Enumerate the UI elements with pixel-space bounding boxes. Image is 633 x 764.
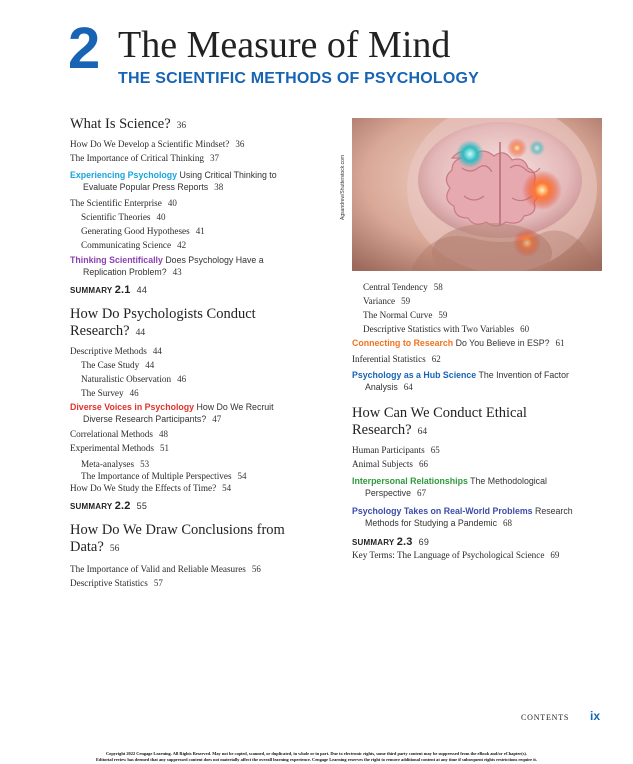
toc-left-column	[70, 116, 320, 590]
toc-subentry[interactable]: The Normal Curve 59	[363, 310, 448, 320]
chapter-title: The Measure of Mind	[118, 24, 451, 66]
toc-entry[interactable]: Experimental Methods 51	[70, 443, 169, 453]
toc-entry[interactable]: Descriptive Statistics 57	[70, 578, 163, 588]
image-credit: Agsandrew/Shutterstock.com	[340, 154, 346, 220]
toc-feature-entry[interactable]: Connecting to Research Do You Believe in ESP? 61	[352, 338, 565, 348]
toc-feature-entry[interactable]: Psychology Takes on Real-World Problems Research Methods for Studying a Pandemic 68	[352, 506, 573, 528]
toc-section-heading[interactable]: What Is Science? 36	[70, 116, 187, 132]
toc-entry[interactable]: Animal Subjects 66	[352, 459, 428, 469]
toc-entry[interactable]: The Importance of Valid and Reliable Measures 56	[70, 564, 261, 574]
page-number: 44	[135, 328, 146, 338]
toc-subentry[interactable]: The Importance of Multiple Perspectives 54	[81, 471, 247, 481]
key-terms-entry[interactable]: Key Terms: The Language of Psychological Science 69	[352, 550, 560, 560]
footer-contents-label: CONTENTS	[521, 713, 570, 722]
toc-feature-entry[interactable]: Psychology as a Hub Science The Invention of Factor Analysis 64	[352, 370, 569, 392]
toc-feature-entry[interactable]: Diverse Voices in Psychology How Do We Recruit Diverse Research Participants? 47	[70, 402, 274, 424]
toc-entry[interactable]: Descriptive Methods 44	[70, 346, 162, 356]
feature-label: Connecting to Research	[352, 338, 454, 348]
toc-subentry[interactable]: The Survey 46	[81, 388, 139, 398]
toc-entry[interactable]: Inferential Statistics 62	[352, 354, 441, 364]
toc-entry[interactable]: How Do We Develop a Scientific Mindset? 36	[70, 139, 245, 149]
toc-entry[interactable]: Correlational Methods 48	[70, 429, 168, 439]
toc-subentry[interactable]: Scientific Theories 40	[81, 212, 166, 222]
toc-feature-entry[interactable]: Thinking Scientifically Does Psychology Have a Replication Problem? 43	[70, 255, 264, 277]
summary-entry[interactable]: SUMMARY 2.1 44	[70, 284, 148, 296]
chapter-number: 2	[68, 16, 99, 81]
copyright-notice: Copyright 2022 Cengage Learning. All Rights Reserved. May not be copied, scanned, or duplicated, in whole or in part. Due to electronic rights, some third party content may be suppressed from the eBook and/or eChapter(s). Editorial review has deemed that any suppressed content does not materially affect the overall learning experience. Cengage Learning reserves the right to remove additional content at any time if subsequent rights restrictions require it.	[95, 751, 537, 762]
toc-section-heading[interactable]: How Can We Conduct Ethical Research? 64	[352, 405, 527, 438]
toc-entry[interactable]: The Scientific Enterprise 40	[70, 198, 177, 208]
toc-subentry[interactable]: Communicating Science 42	[81, 240, 187, 250]
feature-label: Interpersonal Relationships	[352, 476, 468, 486]
feature-label: Thinking Scientifically	[70, 255, 163, 265]
toc-subentry[interactable]: Variance 59	[363, 296, 411, 306]
toc-section-heading[interactable]: How Do Psychologists Conduct Research? 44	[70, 306, 256, 339]
page-number: 64	[417, 427, 428, 437]
toc-entry[interactable]: The Importance of Critical Thinking 37	[70, 153, 220, 163]
toc-section-heading[interactable]: How Do We Draw Conclusions from Data? 56	[70, 522, 285, 555]
toc-entry[interactable]: Human Participants 65	[352, 445, 440, 455]
footer-page-number: ix	[590, 709, 601, 723]
toc-subentry[interactable]: Generating Good Hypotheses 41	[81, 226, 205, 236]
toc-subentry[interactable]: Naturalistic Observation 46	[81, 374, 187, 384]
feature-label: Psychology Takes on Real-World Problems	[352, 506, 533, 516]
chapter-subtitle: THE SCIENTIFIC METHODS OF PSYCHOLOGY	[118, 70, 479, 87]
feature-label: Diverse Voices in Psychology	[70, 402, 195, 412]
feature-label: Experiencing Psychology	[70, 170, 178, 180]
toc-subentry[interactable]: Descriptive Statistics with Two Variables 60	[363, 324, 530, 334]
summary-entry[interactable]: SUMMARY 2.3 69	[352, 536, 430, 548]
toc-entry[interactable]: How Do We Study the Effects of Time? 54	[70, 483, 232, 493]
brain-scan-image	[352, 118, 602, 271]
toc-right-column	[352, 280, 602, 562]
feature-label: Psychology as a Hub Science	[352, 370, 477, 380]
page-number: 36	[176, 121, 187, 131]
toc-subentry[interactable]: Central Tendency 58	[363, 282, 443, 292]
toc-feature-entry[interactable]: Interpersonal Relationships The Methodological Perspective 67	[352, 476, 547, 498]
page-number: 56	[109, 544, 120, 554]
summary-entry[interactable]: SUMMARY 2.2 55	[70, 500, 148, 512]
toc-subentry[interactable]: Meta-analyses 53	[81, 459, 150, 469]
toc-subentry[interactable]: The Case Study 44	[81, 360, 155, 370]
toc-feature-entry[interactable]: Experiencing Psychology Using Critical Thinking to Evaluate Popular Press Reports 38	[70, 170, 277, 192]
